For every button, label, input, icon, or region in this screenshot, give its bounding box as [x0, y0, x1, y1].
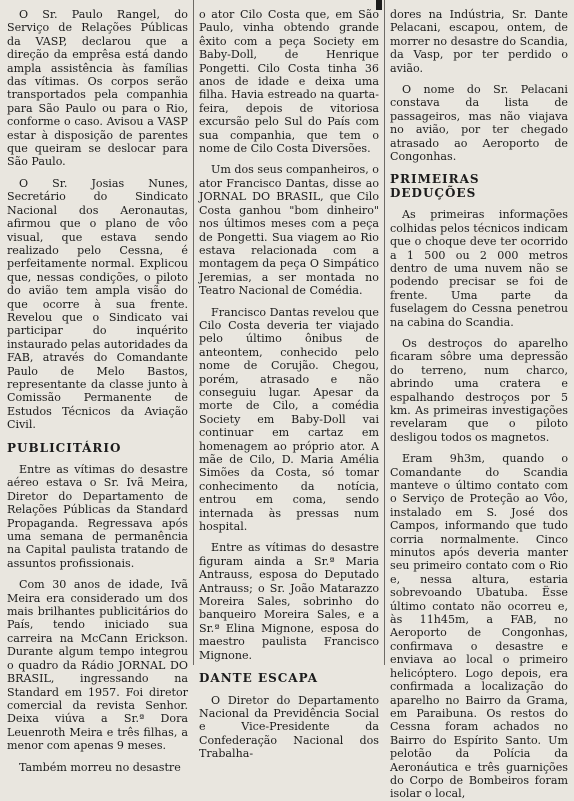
- paragraph-also-died: Também morreu no desastre: [19, 760, 181, 774]
- paragraph-timeline: Eram 9h3m, quando o Comandante do Scandia manteve o último contato com o Serviço de Proteção ao Vôo, instalado em S. José dos Campos, informando que tudo corria normalmente. Cinco minutos após deveria manter seu primeiro contato com o Rio e, nessa altura, estaria sobrevoando Ubatuba. Ësse último contato não ocorreu e, às 11h45m, a FAB, no Aeroporto de Congonhas, confirmava o desastre e enviava ao local o primeiro helicóptero. Logo depois, era confirmada a localização do aparelho no Bairro da Grama, em Paraibuna. Os restos do Cessna foram achados no Bairro do Espírito Santo. Um pelotão da Polícia da Aeronáutica e três guarnições do Corpo de Bombeiros foram isolar o local,: [390, 452, 568, 801]
- paragraph-cilo-costa: o ator Cilo Costa que, em São Paulo, vinha obtendo grande êxito com a peça Society em Baby-Doll, de Henrique Pongetti. Cilo Costa tinha 36 anos de idade e deixa uma filha. Havia estreado na quarta-feira, depois de vitoriosa excursão pelo Sul do País com sua companhia, que tem o nome de Cilo Costa Diversões.: [199, 8, 379, 156]
- paragraph-dante-pelacani: dores na Indústria, Sr. Dante Pelacani, escapou, ontem, de morrer no desastre do Scandia, da Vasp, por ter perdido o avião.: [390, 8, 568, 75]
- paragraph-first-findings: As primeiras informações colhidas pelos técnicos indicam que o choque deve ter ocorrido a 1 500 ou 2 000 metros dentro de uma nuvem não se podendo precisar se foi de frente. Uma parte da fuselagem do Cessna penetrou na cabina do Scandia.: [390, 208, 568, 329]
- section-heading-primeiras-deducoes: PRIMEIRAS DEDUÇÕES: [390, 172, 480, 200]
- article-column-3: [390, 8, 568, 801]
- section-heading-publicitario: PUBLICITÁRIO: [7, 440, 122, 455]
- paragraph-passenger-list: O nome do Sr. Pelacani constava da lista de passageiros, mas não viajava no avião, por ter chegado atrasado ao Aeroporto de Congonhas.: [390, 83, 568, 164]
- paragraph-francisco-dantas: Um dos seus companheiros, o ator Francisco Dantas, disse ao JORNAL DO BRASIL, que Cilo Costa ganhou "bom dinheiro" nos últimos meses com a peça de Pongetti. Sua viagem ao Rio estava relacionada com a montagem da peça O Simpático Jeremias, a ser montada no Teatro Nacional de Comédia.: [199, 163, 379, 298]
- paragraph-vasp-assistance: O Sr. Paulo Rangel, do Serviço de Relações Públicas da VASP, declarou que a direção da emprêsa está dando ampla assistência às famílias das vítimas. Os corpos serão transportados pela companhia para São Paulo ou para o Rio, conforme o caso. Avisou a VASP estar à disposição de parentes que queiram se deslocar para São Paulo.: [7, 8, 188, 169]
- paragraph-previdencia-director: O Diretor do Departamento Nacional da Previdência Social e Vice-Presidente da Confederação Nacional dos Trabalha-: [199, 693, 379, 761]
- article-column-2: [199, 8, 379, 761]
- column-rule-2: [384, 0, 385, 665]
- paragraph-corujao: Francisco Dantas revelou que Cilo Costa deveria ter viajado pelo último ônibus de anteontem, conhecido pelo nome de Corujão. Chegou, porém, atrasado e não conseguiu lugar. Apesar da morte de Cilo, a comédia Society em Baby-Doll vai continuar em cartaz em homenagem ao próprio ator. A mãe de Cilo, D. Maria Amélia Simões da Costa, só tomar conhecimento da notícia, entrou em coma, sendo internada às pressas num hospital.: [199, 305, 379, 534]
- paragraph-sindicato-aeronautas: O Sr. Josias Nunes, Secretário do Sindicato Nacional dos Aeronautas, afirmou que o plano de vôo visual, que estava sendo realizado pelo Cessna, é perfeitamente normal. Explicou que, nessas condições, o piloto do avião tem ampla visão do que ocorre à sua frente. Revelou que o Sindicato vai participar do inquérito instaurado pelas autoridades da FAB, através do Comandante Paulo de Melo Bastos, representante da classe junto à Comissão Permanente de Estudos Técnicos da Aviação Civil.: [7, 176, 188, 432]
- paragraph-iva-meira: Entre as vítimas do desastre aéreo estava o Sr. Ivã Meira, Diretor do Departamento de Relações Públicas da Standard Propaganda. Regressava após uma semana de permanência na Capital paulista tratando de assuntos profissionais.: [7, 463, 188, 570]
- paragraph-wreckage: Os destroços do aparelho ficaram sôbre uma depressão do terreno, num charco, abrindo uma cratera e espalhando destroços por 5 km. As primeiras investigações revelaram que o piloto desligou todos os magnetos.: [390, 336, 568, 444]
- paragraph-other-victims: Entre as vítimas do desastre figuram ainda a Sr.ª Maria Antrauss, esposa do Deputado Antrauss; o Sr. João Matarazzo Moreira Sales, sobrinho do banqueiro Moreira Sales, e a Sr.ª Elina Mignone, esposa do maestro paulista Francisco Mignone.: [199, 541, 379, 662]
- section-heading-dante-escapa: DANTE ESCAPA: [199, 671, 319, 686]
- paragraph-iva-meira-career: Com 30 anos de idade, Ivã Meira era considerado um dos mais brilhantes publicitários do País, tendo iniciado sua carreira na McCann Erickson. Durante algum tempo integrou o quadro da Rádio JORNAL DO BRASIL, ingressando na Standard em 1957. Foi diretor comercial da revista Senhor. Deixa viúva a Sr.ª Dora Leuenroth Meira e três filhas, a menor com apenas 9 meses.: [7, 578, 188, 753]
- column-rule-1: [193, 0, 194, 665]
- article-column-1: [7, 8, 188, 774]
